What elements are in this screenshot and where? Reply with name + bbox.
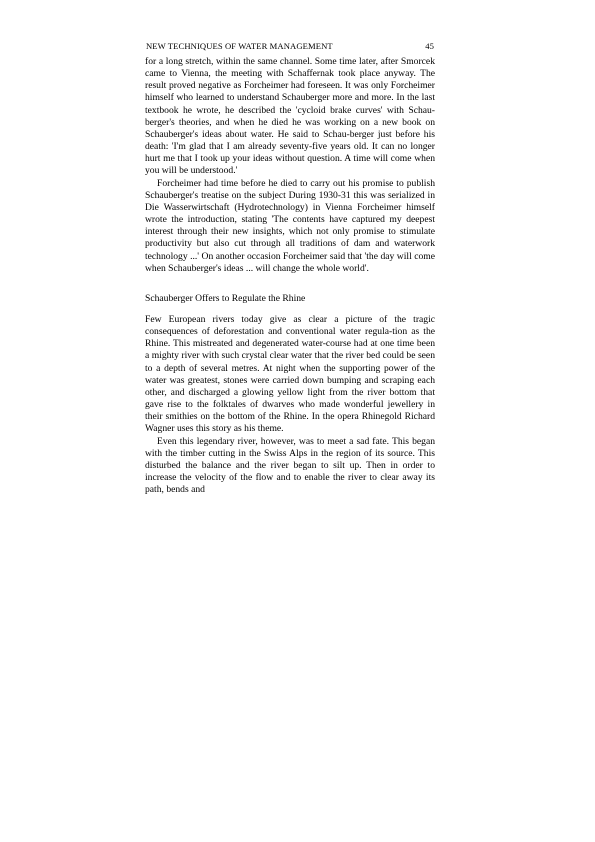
running-header-title: NEW TECHNIQUES OF WATER MANAGEMENT [146, 41, 333, 51]
section-heading: Schauberger Offers to Regulate the Rhine [145, 292, 306, 304]
paragraph: Even this legendary river, however, was to meet a sad fate. This began with the timber cutting in the Swiss Alps in the region of its source. This disturbed the balance and the river began to silt up. Then in order to increase the velocity of the flow and to enable the river to clear away its path, bends and [145, 435, 435, 496]
running-header [146, 40, 434, 52]
paragraph: for a long stretch, within the same channel. Some time later, after Smorcek came to Vienna, the meeting with Schaffernak took place anyway. The result proved negative as Forcheimer had foreseen. It was only Forcheimer himself who learned to understand Schauberger more and more. In the last textbook he wrote, he described the 'cycloid brake curves' with Schau-berger's theories, and when he died he was working on a new book on Schauberger's ideas about water. He said to Schau-berger just before his death: 'I'm glad that I am already seventy-five years old. It can no longer hurt me that I took up your ideas without question. A time will come when you will be understood.' [145, 56, 435, 177]
paragraph: Few European rivers today give as clear a picture of the tragic consequences of deforestation and conventional water regula-tion as the Rhine. This mistreated and degenerated water-course had at one time been a mighty river with such crystal clear water that the river bed could be seen to a depth of several metres. At night when the supporting power of the water was greatest, stones were carried down bumping and scraping each other, and discharged a glowing yellow light from the river bottom that gave rise to the folktales of dwarves who made wonderful jewellery in their smithies on the bottom of the Rhine. In the opera Rhinegold Richard Wagner uses this story as his theme. [145, 313, 435, 435]
paragraph: Forcheimer had time before he died to carry out his promise to publish Schauberger's treatise on the subject During 1930-31 this was serialized in Die Wasserwirtschaft (Hydrotechnology) in Vienna Forcheimer himself wrote the introduction, stating 'The contents have captured my deepest interest through their new insights, which not only promise to stimulate productivity but also cut through all traditions of dam and waterwork technology ...' On another occasion Forcheimer said that 'the day will come when Schauberger's ideas ... will change the whole world'. [145, 177, 435, 274]
body-text [145, 56, 435, 496]
page-number: 45 [425, 41, 434, 51]
